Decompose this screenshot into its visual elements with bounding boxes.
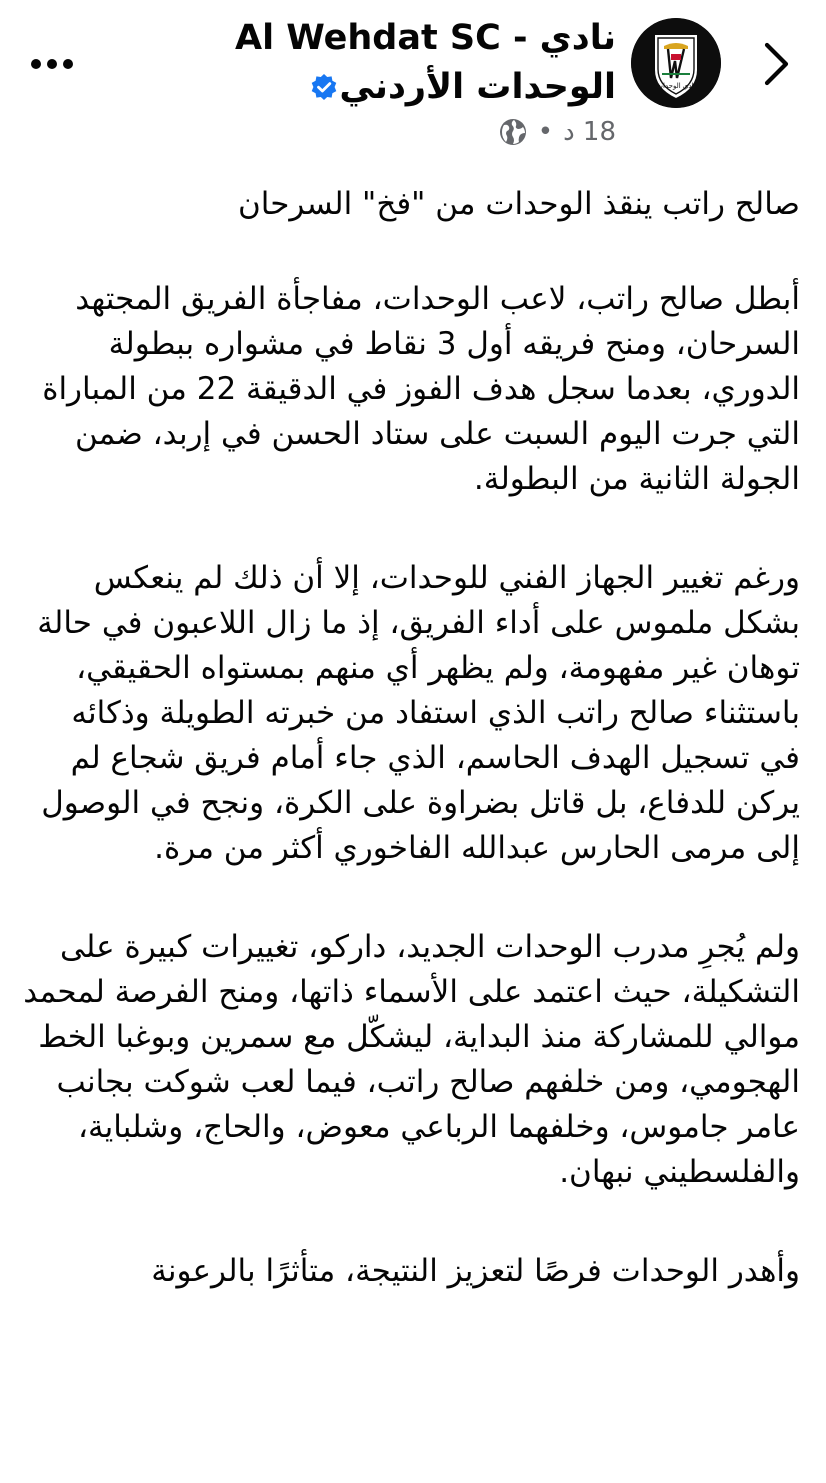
post-meta — [498, 114, 616, 150]
verified-badge-icon — [309, 73, 339, 103]
meta-separator: • — [537, 117, 554, 147]
more-horizontal-icon — [30, 58, 74, 70]
post-body — [22, 182, 800, 1294]
page-name[interactable] — [216, 14, 616, 112]
page-name-line2: الوحدات الأردني — [339, 67, 616, 107]
post-header — [0, 0, 826, 165]
page-name-line2-wrap — [216, 63, 616, 112]
post-time[interactable]: 18 د — [563, 117, 616, 147]
globe-icon — [498, 117, 528, 147]
post-paragraph-4: وأهدر الوحدات فرصًا لتعزيز النتيجة، متأثرًا بالرعونة — [151, 1253, 800, 1289]
post-title: صالح راتب ينقذ الوحدات من "فخ" السرحان — [238, 186, 800, 222]
page-name-line1: نادي - Al Wehdat SC — [235, 18, 616, 58]
back-button[interactable] — [752, 38, 800, 90]
post-paragraph-1: أبطل صالح راتب، لاعب الوحدات، مفاجأة الفريق المجتهد السرحان، ومنح فريقه أول 3 نقاط في مشواره ببطولة الدوري، بعدما سجل هدف الفوز في الدقيقة 22 من المباراة التي جرت اليوم السبت على ستاد الحسن في إربد، ضمن الجولة الثانية من البطولة. — [42, 281, 800, 497]
post-paragraph-3: ولم يُجرِ مدرب الوحدات الجديد، داركو، تغييرات كبيرة على التشكيلة، حيث اعتمد على الأسماء ذاتها، ومنح الفرصة لمحمد موالي للمشاركة منذ البداية، ليشكّل مع سمرين وبوغبا الخط الهجومي، ومن خلفهم صالح راتب، فيما لعب شوكت بجانب عامر جاموس، وخلفهما الرباعي معوض، والحاج، وشلباية، والفلسطيني نبهان. — [23, 929, 800, 1190]
post-paragraph-2: ورغم تغيير الجهاز الفني للوحدات، إلا أن ذلك لم ينعكس بشكل ملموس على أداء الفريق، إذ ما زال اللاعبون في حالة توهان غير مفهومة، ولم يظهر أي منهم بمستواه الحقيقي، باستثناء صالح راتب الذي استفاد من خبرته الطويلة وذكائه في تسجيل الهدف الحاسم، الذي جاء أمام فريق شجاع لم يركن للدفاع، بل قاتل بضراوة على الكرة، ونجح في الوصول إلى مرمى الحارس عبدالله الفاخوري أكثر من مرة. — [37, 560, 800, 866]
logo-text: نادي الوحدات — [656, 82, 696, 90]
avatar[interactable] — [631, 18, 721, 108]
club-logo — [631, 18, 721, 108]
chevron-right-icon — [761, 41, 791, 87]
more-options-button[interactable] — [22, 42, 82, 86]
